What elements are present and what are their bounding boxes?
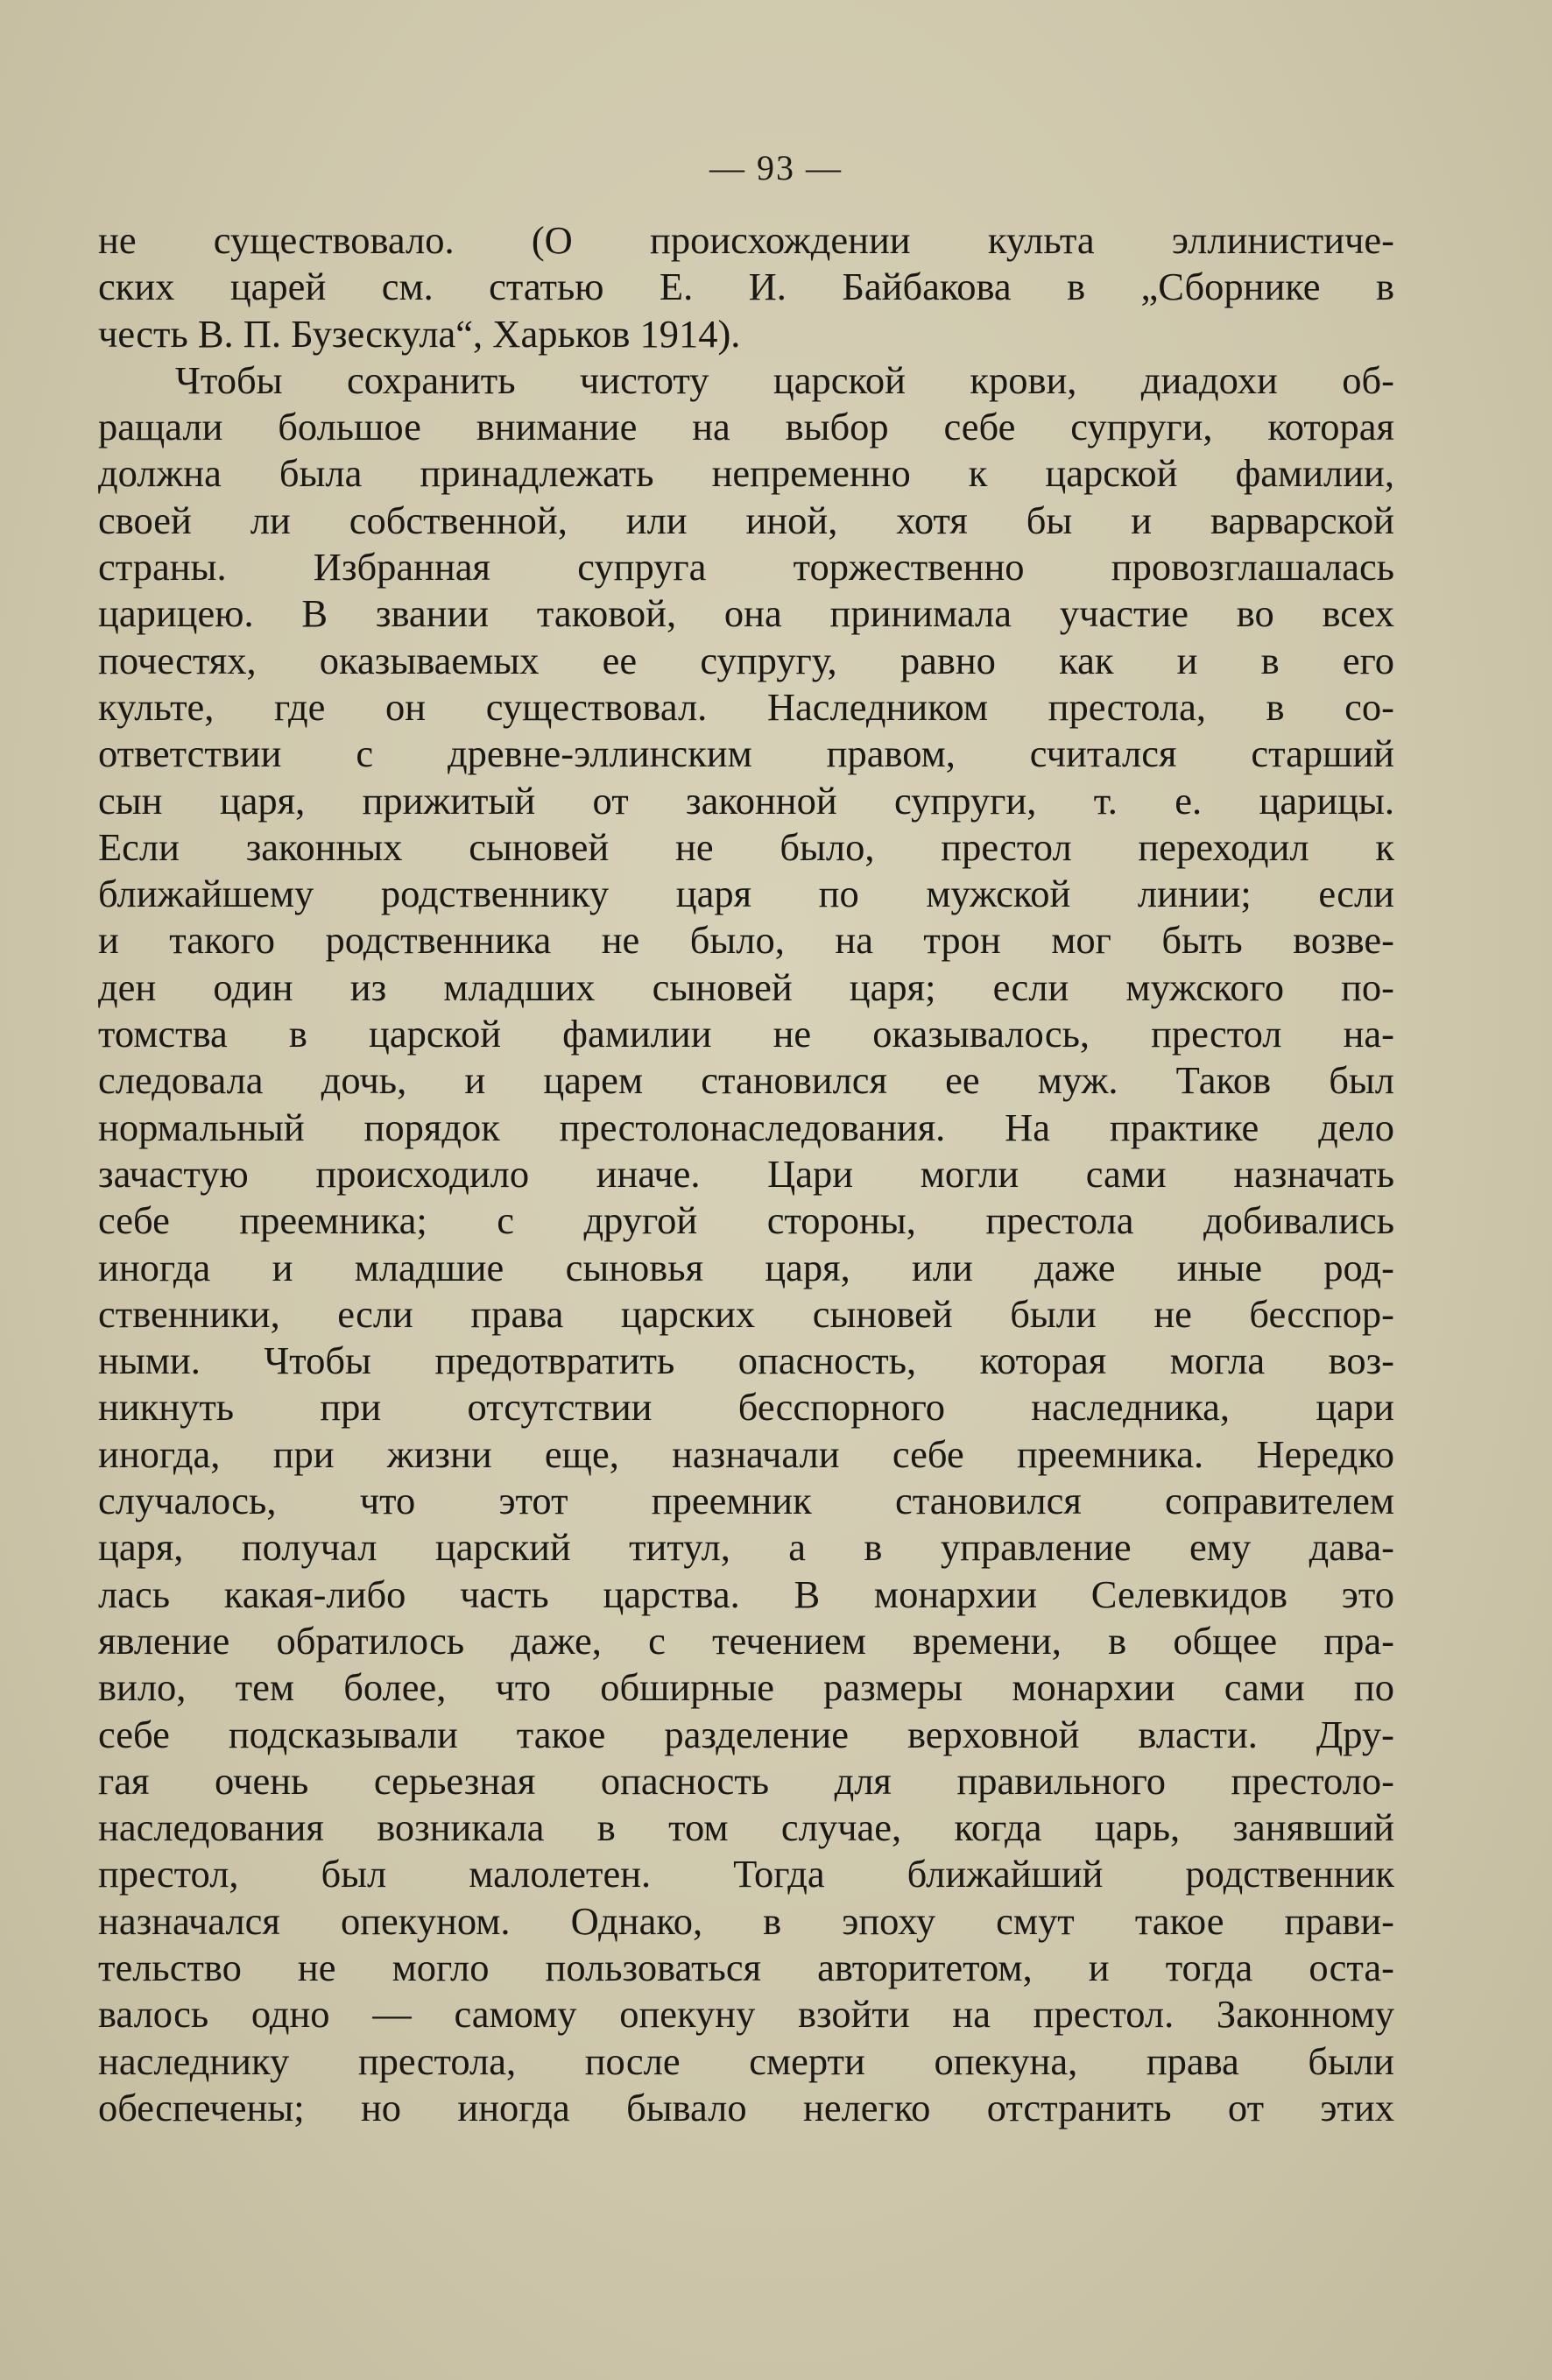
text-line: нормальный порядок престолонаследования. На практике дело xyxy=(98,1105,1394,1149)
text-line: страны. Избранная супруга торжественно провозглашалась xyxy=(98,545,1394,590)
text-line: себе подсказывали такое разделение верховной власти. Дру- xyxy=(98,1712,1394,1756)
text-line: ден один из младших сыновей царя; если мужского по- xyxy=(98,964,1394,1009)
text-line: Чтобы сохранить чистоту царской крови, диадохи об- xyxy=(175,357,1394,402)
text-line: ских царей см. статью Е. И. Байбакова в „Сборнике в xyxy=(98,265,1394,309)
body-text xyxy=(98,217,1394,2131)
text-line: следовала дочь, и царем становился ее муж. Таков был xyxy=(98,1058,1394,1103)
text-line: явление обратилось даже, с течением времени, в общее пра- xyxy=(98,1618,1394,1663)
text-line: ответствии с древне-эллинским правом, считался старший xyxy=(98,731,1394,776)
text-line: честь В. П. Бузескула“, Харьков 1914). xyxy=(98,311,741,356)
text-line: гая очень серьезная опасность для правильного престоло- xyxy=(98,1758,1394,1803)
text-line: ными. Чтобы предотвратить опасность, которая могла воз- xyxy=(98,1338,1394,1383)
text-line: назначался опекуном. Однако, в эпоху смут такое прави- xyxy=(98,1898,1394,1943)
text-line: не существовало. (О происхождении культа эллинистиче- xyxy=(98,218,1394,262)
text-line: ращали большое внимание на выбор себе супруги, которая xyxy=(98,405,1394,449)
text-line: Если законных сыновей не было, престол переходил к xyxy=(98,824,1394,869)
text-line: престол, был малолетен. Тогда ближайший родственник xyxy=(98,1852,1394,1896)
text-line: ственники, если права царских сыновей были не бесспор- xyxy=(98,1291,1394,1336)
text-line: обеспечены; но иногда бывало нелегко отстранить от этих xyxy=(98,2085,1394,2129)
text-line: царя, получал царский титул, а в управление ему дава- xyxy=(98,1525,1394,1570)
text-line: культе, где он существовал. Наследником престола, в со- xyxy=(98,684,1394,729)
text-line: и такого родственника не было, на трон мог быть возве- xyxy=(98,918,1394,963)
text-line: тельство не могло пользоваться авторитетом, и тогда оста- xyxy=(98,1945,1394,1989)
text-line: себе преемника; с другой стороны, престола добивались xyxy=(98,1198,1394,1243)
page-number: — 93 — xyxy=(709,148,843,187)
text-line: должна была принадлежать непременно к царской фамилии, xyxy=(98,451,1394,496)
text-line: почестях, оказываемых ее супругу, равно как и в его xyxy=(98,638,1394,682)
text-line: иногда и младшие сыновья царя, или даже иные род- xyxy=(98,1245,1394,1289)
text-line: сын царя, прижитый от законной супруги, т. е. царицы. xyxy=(98,778,1394,823)
text-line: наследования возникала в том случае, когда царь, занявший xyxy=(98,1805,1394,1850)
text-line: лась какая-либо часть царства. В монархии Селевкидов это xyxy=(98,1571,1394,1616)
text-line: своей ли собственной, или иной, хотя бы и варварской xyxy=(98,498,1394,542)
text-line: зачастую происходило иначе. Цари могли сами назначать xyxy=(98,1151,1394,1196)
text-line: ближайшему родственнику царя по мужской линии; если xyxy=(98,872,1394,916)
text-line: томства в царской фамилии не оказывалось, престол на- xyxy=(98,1012,1394,1056)
text-line: наследнику престола, после смерти опекуна, права были xyxy=(98,2038,1394,2083)
text-line: вило, тем более, что обширные размеры монархии сами по xyxy=(98,1665,1394,1710)
text-line: иногда, при жизни еще, назначали себе преемника. Нередко xyxy=(98,1431,1394,1476)
text-line: никнуть при отсутствии бесспорного наследника, цари xyxy=(98,1385,1394,1430)
text-line: царицею. В звании таковой, она принимала участие во всех xyxy=(98,591,1394,636)
text-line: случалось, что этот преемник становился соправителем xyxy=(98,1479,1394,1523)
text-line: валось одно — самому опекуну взойти на престол. Законному xyxy=(98,1992,1394,2037)
